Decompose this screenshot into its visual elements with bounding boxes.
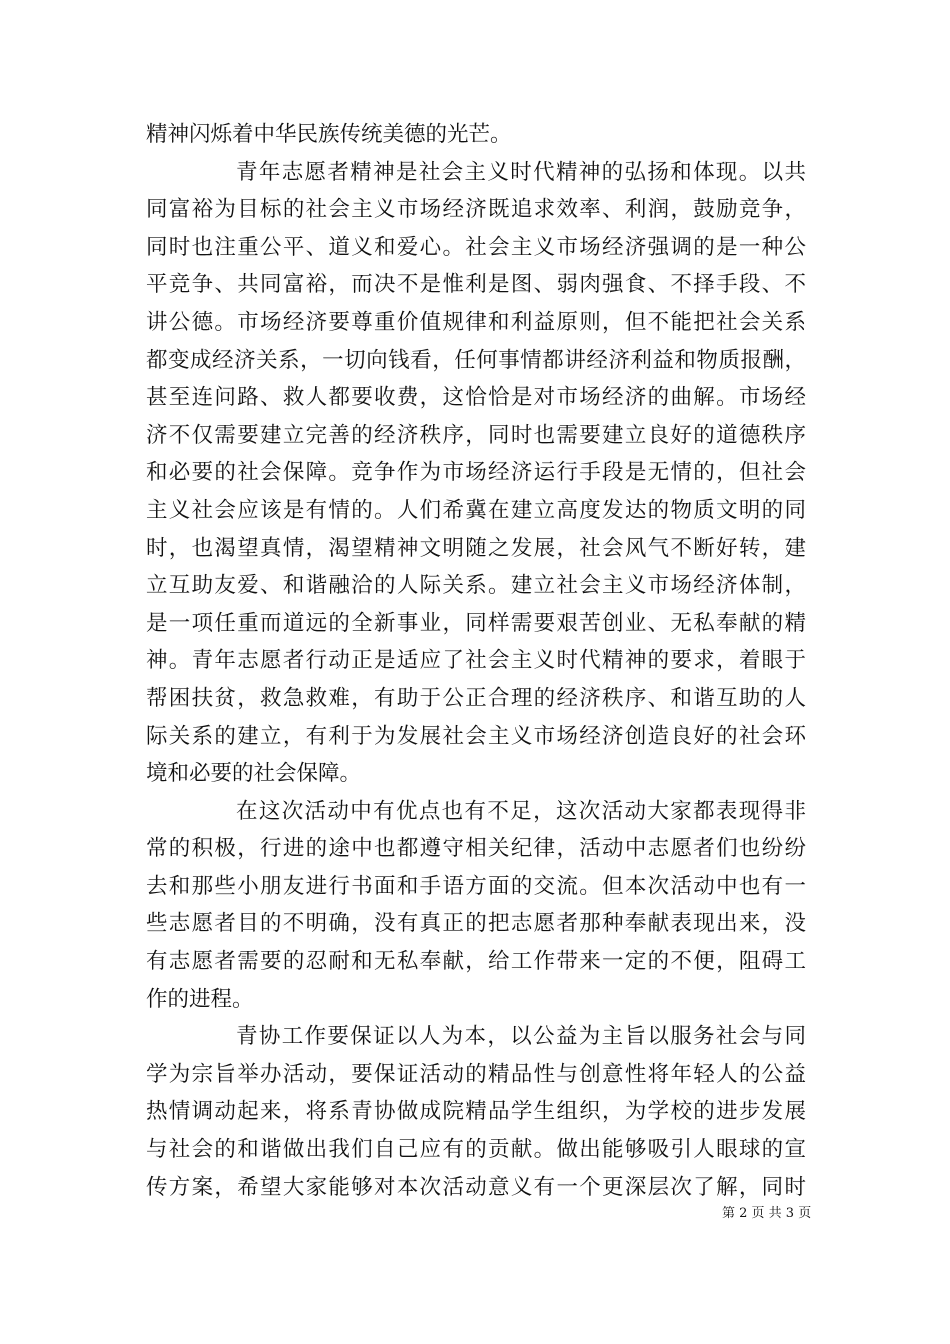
text-line: 与社会的和谐做出我们自己应有的贡献。做出能够吸引人眼球的宣: [146, 1137, 806, 1163]
text-line: 精神闪烁着中华民族传统美德的光芒。: [146, 122, 512, 147]
text-line: 济不仅需要建立完善的经济秩序，同时也需要建立良好的道德秩序: [146, 422, 806, 448]
text-line: 在这次活动中有优点也有不足，这次活动大家都表现得非: [236, 798, 806, 824]
text-line: 些志愿者目的不明确，没有真正的把志愿者那种奉献表现出来，没: [146, 911, 806, 937]
text-line: 学为宗旨举办活动，要保证活动的精品性与创意性将年轻人的公益: [146, 1061, 806, 1087]
text-line: 际关系的建立，有利于为发展社会主义市场经济创造良好的社会环: [146, 723, 806, 749]
text-line: 帮困扶贫，救急救难，有助于公正合理的经济秩序、和谐互助的人: [146, 685, 806, 711]
text-line: 是一项任重而道远的全新事业，同样需要艰苦创业、无私奉献的精: [146, 610, 806, 636]
text-line: 平竞争、共同富裕，而决不是惟利是图、弱肉强食、不择手段、不: [146, 272, 806, 298]
text-line: 有志愿者需要的忍耐和无私奉献，给工作带来一定的不便，阻碍工: [146, 949, 806, 975]
text-line: 都变成经济关系，一切向钱看，任何事情都讲经济利益和物质报酬，: [146, 347, 806, 373]
text-line: 青协工作要保证以人为本，以公益为主旨以服务社会与同: [236, 1024, 806, 1050]
body-text: [146, 116, 806, 1206]
text-line: 同时也注重公平、道义和爱心。社会主义市场经济强调的是一种公: [146, 234, 806, 260]
text-line: 主义社会应该是有情的。人们希冀在建立高度发达的物质文明的同: [146, 497, 806, 523]
page-number-footer: 第 2 页 共 3 页: [722, 1206, 812, 1221]
text-line: 热情调动起来，将系青协做成院精品学生组织，为学校的进步发展: [146, 1099, 806, 1125]
text-line: 青年志愿者精神是社会主义时代精神的弘扬和体现。以共: [236, 159, 806, 185]
text-line: 去和那些小朋友进行书面和手语方面的交流。但本次活动中也有一: [146, 873, 806, 899]
text-line: 常的积极，行进的途中也都遵守相关纪律，活动中志愿者们也纷纷: [146, 836, 806, 862]
text-line: 同富裕为目标的社会主义市场经济既追求效率、利润，鼓励竞争，: [146, 197, 806, 223]
text-line: 讲公德。市场经济要尊重价值规律和利益原则，但不能把社会关系: [146, 309, 806, 335]
text-line: 和必要的社会保障。竞争作为市场经济运行手段是无情的，但社会: [146, 460, 806, 486]
text-line: 甚至连问路、救人都要收费，这恰恰是对市场经济的曲解。市场经: [146, 385, 806, 411]
text-line: 作的进程。: [146, 986, 254, 1012]
text-line: 立互助友爱、和谐融洽的人际关系。建立社会主义市场经济体制，: [146, 573, 806, 599]
text-line: 神。青年志愿者行动正是适应了社会主义时代精神的要求，着眼于: [146, 648, 806, 674]
text-line: 传方案，希望大家能够对本次活动意义有一个更深层次了解，同时: [146, 1174, 806, 1200]
text-line: 境和必要的社会保障。: [146, 761, 362, 787]
text-line: 时，也渴望真情，渴望精神文明随之发展，社会风气不断好转，建: [146, 535, 806, 561]
